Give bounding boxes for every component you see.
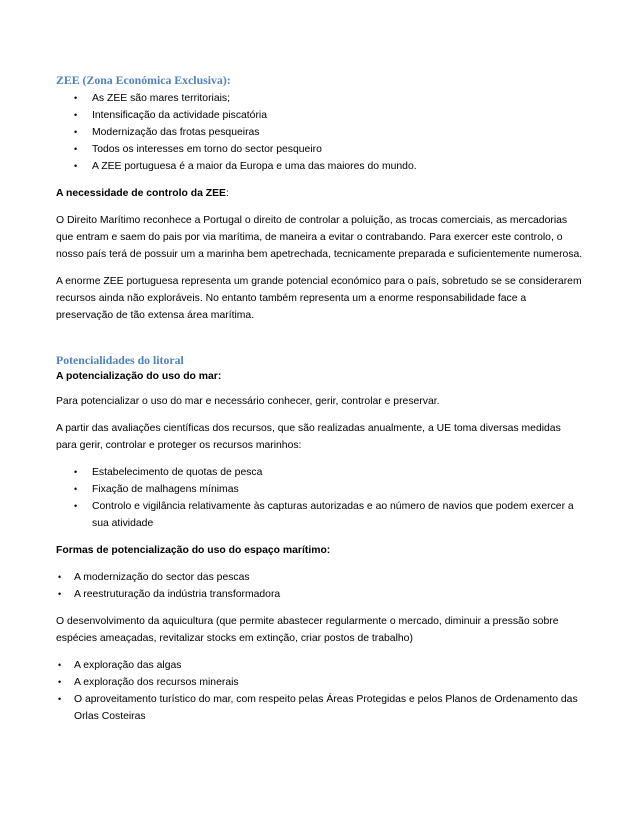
list-item: • Modernização das frotas pesqueiras	[56, 124, 584, 141]
zee-control-subheading: A necessidade de controlo da ZEE:	[56, 188, 229, 199]
zee-bullet-list	[56, 90, 584, 175]
bullet-icon: •	[74, 127, 78, 137]
potencializacao-paragraph-2: A partir das avaliações científicas dos recursos, que são realizadas anualmente, a UE toma diversas medidas para gerir, controlar e proteger os recursos marinhos:	[56, 423, 561, 451]
list-item: • A modernização do sector das pescas	[56, 569, 584, 586]
list-item: • As ZEE são mares territoriais;	[56, 90, 584, 107]
bullet-icon: •	[58, 660, 62, 670]
exploracao-list	[56, 657, 584, 725]
bullet-icon: •	[74, 467, 78, 477]
bullet-icon: •	[58, 589, 62, 599]
list-item: • A exploração das algas	[56, 657, 584, 674]
formas-subheading: Formas de potencialização do uso do espaço marítimo:	[56, 545, 331, 556]
bullet-icon: •	[74, 144, 78, 154]
zee-paragraph-2: A enorme ZEE portuguesa representa um grande potencial económico para o país, sobretudo se se considerarem recursos ainda não exploráveis. No entanto também representa um a enorme responsabilidade face a preservação de tão extensa área marítima.	[56, 276, 582, 321]
bullet-icon: •	[74, 110, 78, 120]
list-item: • A reestruturação da indústria transformadora	[56, 586, 584, 603]
zee-paragraph-1: O Direito Marítimo reconhece a Portugal o direito de controlar a poluição, as trocas comerciais, as mercadorias que entram e saem do pais por via marítima, de maneira a evitar o contrabando. Para exercer este controlo, o nosso país terá de possuir um a marinha bem apetrechada, tecnicamente preparada e suficientemente numerosa.	[56, 215, 583, 260]
list-item: • A exploração dos recursos minerais	[56, 674, 584, 691]
list-item: • O aproveitamento turístico do mar, com respeito pelas Áreas Protegidas e pelos Planos de Ordenamento das Orlas Costeiras	[56, 691, 584, 725]
potencialidades-heading: Potencialidades do litoral	[56, 353, 184, 367]
zee-heading: ZEE (Zona Económica Exclusiva):	[56, 73, 231, 87]
formas-list	[56, 569, 584, 603]
bullet-icon: •	[74, 484, 78, 494]
bullet-icon: •	[74, 93, 78, 103]
bullet-icon: •	[74, 161, 78, 171]
ue-measures-list	[56, 464, 584, 532]
list-item: • Fixação de malhagens mínimas	[56, 481, 584, 498]
potencializacao-subheading: A potencialização do uso do mar:	[56, 371, 222, 382]
list-item: • Controlo e vigilância relativamente às capturas autorizadas e ao número de navios que podem exercer a sua atividade	[56, 498, 584, 532]
list-item: • Todos os interesses em torno do sector pesqueiro	[56, 141, 584, 158]
potencializacao-paragraph-1: Para potencializar o uso do mar e necessário conhecer, gerir, controlar e preservar.	[56, 396, 440, 407]
bullet-icon: •	[58, 677, 62, 687]
list-item: • Estabelecimento de quotas de pesca	[56, 464, 584, 481]
bullet-icon: •	[58, 572, 62, 582]
aquicultura-paragraph: O desenvolvimento da aquicultura (que permite abastecer regularmente o mercado, diminuir a pressão sobre espécies ameaçadas, revitalizar stocks em extinção, criar postos de trabalho)	[56, 616, 559, 644]
bullet-icon: •	[74, 501, 78, 511]
list-item: • Intensificação da actividade piscatória	[56, 107, 584, 124]
list-item: • A ZEE portuguesa é a maior da Europa e uma das maiores do mundo.	[56, 158, 584, 175]
document-page	[56, 72, 584, 735]
bullet-icon: •	[58, 694, 62, 704]
